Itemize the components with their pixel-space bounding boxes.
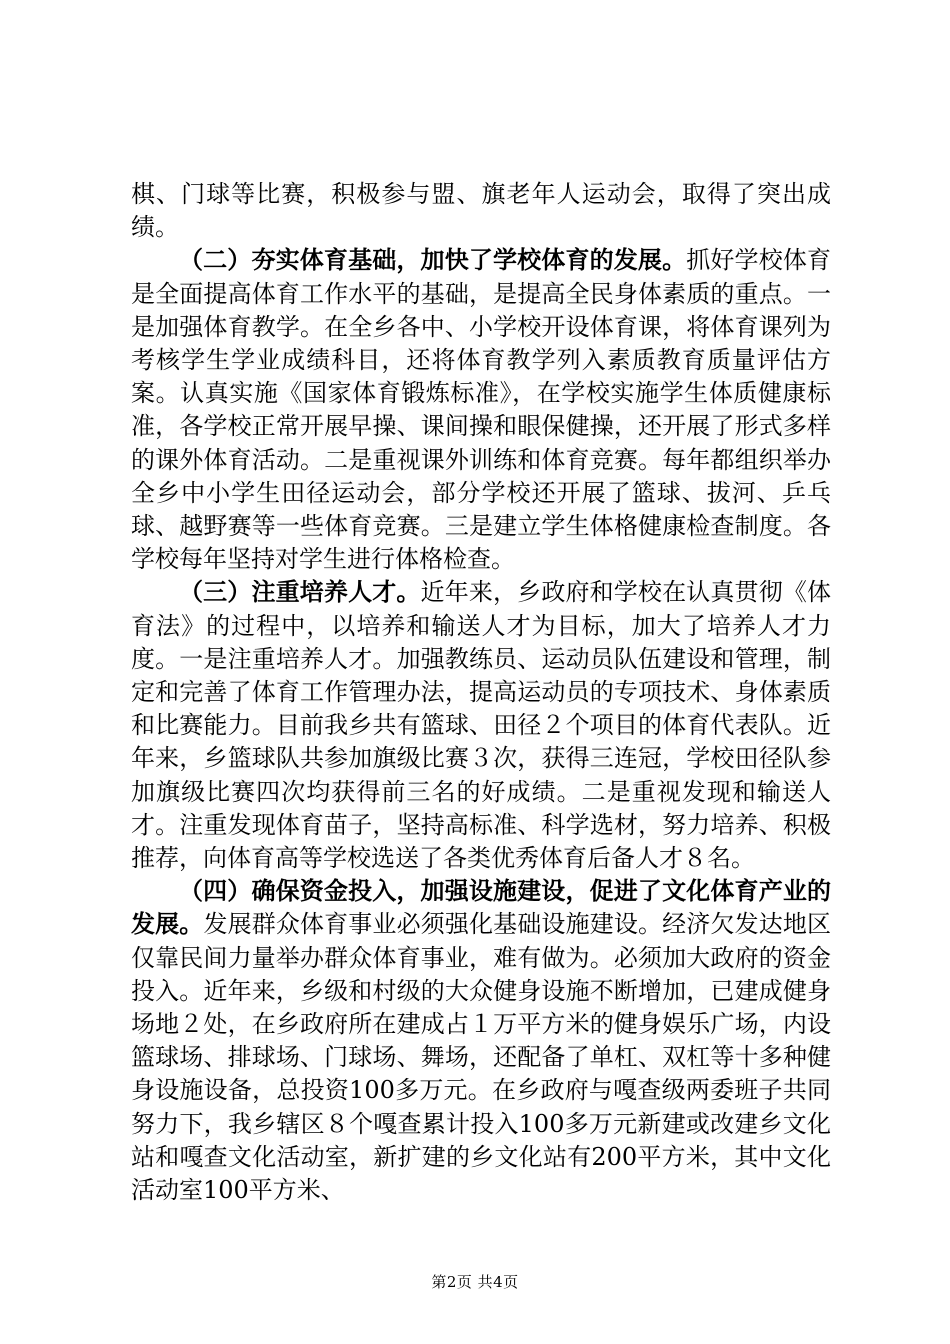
page-footer: 第2页 共4页 [431,1273,519,1291]
section-heading: （三）注重培养人才。 [179,578,421,607]
paragraph-1 [131,178,831,244]
paragraph-text: 近年来，乡政府和学校在认真贯彻《体育法》的过程中，以培养和输送人才为目标，加大了培养人才力度。一是注重培养人才。加强教练员、运动员队伍建设和管理，制定和完善了体育工作管理办法，提高运动员的专项技术、身体素质和比赛能力。目前我乡共有篮球、田径２个项目的体育代表队。近年来，乡篮球队共参加旗级比赛３次，获得三连冠，学校田径队参加旗级比赛四次均获得前三名的好成绩。二是重视发现和输送人才。注重发现体育苗子，坚持高标准、科学选材，努力培养、积极推荐，向体育高等学校选送了各类优秀体育后备人才８名。 [131,578,832,873]
section-heading: （二）夯实体育基础，加快了学校体育的发展。 [179,246,687,275]
body-text [131,178,831,1207]
section-heading: （四）确保资金投入，加强设施建设，促进了文化体育产业的发展。 [131,877,831,939]
paragraph-2 [131,244,831,576]
paragraph-4 [131,875,831,1207]
paragraph-text: 抓好学校体育是全面提高体育工作水平的基础，是提高全民身体素质的重点。一是加强体育教学。在全乡各中、小学校开设体育课，将体育课列为考核学生学业成绩科目，还将体育教学列入素质教育质量评估方案。认真实施《国家体育锻炼标准》，在学校实施学生体质健康标准，各学校正常开展早操、课间操和眼保健操，还开展了形式多样的课外体育活动。二是重视课外训练和体育竞赛。每年都组织举办全乡中小学生田径运动会，部分学校还开展了篮球、拔河、乒乓球、越野赛等一些体育竞赛。三是建立学生体格健康检查制度。各学校每年坚持对学生进行体格检查。 [131,246,832,574]
paragraph-text: 发展群众体育事业必须强化基础设施建设。经济欠发达地区仅靠民间力量举办群众体育事业，难有做为。必须加大政府的资金投入。近年来，乡级和村级的大众健身设施不断增加，已建成健身场地２处，在乡政府所在建成占１万平方米的健身娱乐广场，内设篮球场、排球场、门球场、舞场，还配备了单杠、双杠等十多种健身设施设备，总投资100多万元。在乡政府与嘎查级两委班子共同努力下，我乡辖区８个嘎查累计投入100多万元新建或改建乡文化站和嘎查文化活动室，新扩建的乡文化站有200平方米，其中文化活动室100平方米、 [131,910,832,1205]
paragraph-text: 棋、门球等比赛，积极参与盟、旗老年人运动会，取得了突出成绩。 [131,180,831,242]
paragraph-3 [131,576,831,875]
